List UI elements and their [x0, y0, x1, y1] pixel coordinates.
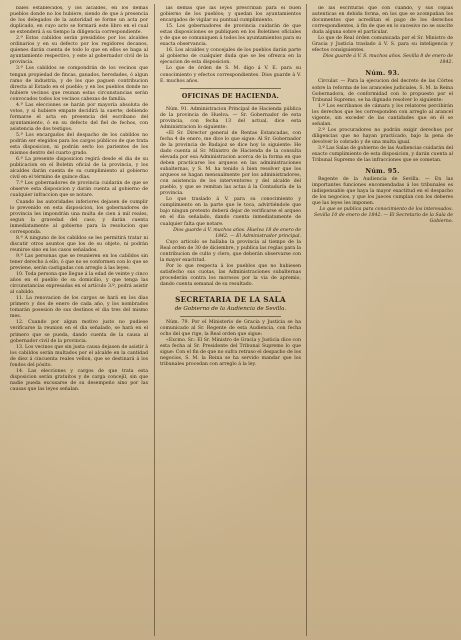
paragraph: 2.º Los procuradores no podrán exigir derechos por diligencias que no hayan practicado, bajo la pena de devolver lo cobrado y de una multa igual. — [312, 127, 453, 145]
paragraph: las demás que las leyes prescriban para el buen gobierno de los pueblos; y quedan los ayuntamientos encargados de vigilar su puntual cumplimiento. — [160, 6, 301, 24]
paragraph: bales establecidos, y los alcaldes, en los demás pueblos donde no los hubiere, siendo de que á presencia de los delegados de la autoridad se forme un acta por duplicado, en cuyo acto se formará este libro en el cual se extenderá á su tiempo la diligencia correspondiente. — [10, 6, 148, 36]
paragraph: 6.ª La presente disposicion regirá desde el dia de su publicacion en el Boletin oficial de la provincia, y los alcaldes darán cuenta de su cumplimiento al gobierno civil en el término de quince dias. — [10, 157, 148, 181]
paragraph: Lo que de órden de S. M. digo á V. E. para su conocimiento y efectos correspondientes. Dios guarde á V. E. muchos años. — [160, 66, 301, 84]
paragraph: Cuyo articulo se hallaba la provincia al tiempo de la Real orden de 30 de diciembre, y publica las reglas para la contribucion de culto y clero, que deberán observarse con la mayor exactitud. — [160, 239, 301, 263]
section-divider — [180, 316, 281, 317]
section-heading: Núm. 95. — [365, 168, 400, 176]
signature-line: Lo que se publica para conocimiento de los interesados. Sevilla 10 de enero de 1842. — El Secretario de la Sala de Gobierno. — [314, 207, 453, 225]
paragraph: 1.º Los escribanos de cámara y los relatores percibirán los derechos que les corresponden con arreglo al arancel vigente, sin exceder de las cantidades que en él se señalan. — [312, 103, 453, 127]
paragraph: 4.ª Las elecciones se harán por mayoría absoluta de votos, y si hubiere empate decidirá la suerte; debiendo formarse el acta en presencia del escribano del ayuntamiento, ó en su defecto del fiel de fechos, con asistencia de dos testigos. — [10, 102, 148, 132]
column-rule — [306, 4, 307, 636]
paragraph: «El Sr. Director general de Rentas Estancadas, con fecha 4 de enero, me dice lo que sigue: Al Sr. Gobernador de la provincia de Badajoz se dice hoy lo siguiente: He dado cuenta al Sr. Ministro de Hacienda de la consulta elevada por esa Administracion acerca de la forma en que deben practicarse los arqueos en las administraciones subalternas, y S. M. ha tenido á bien resolver que los arqueos se hagan mensualmente por los administradores, con asistencia de los interventores y del alcalde del pueblo, y que se remitan las actas á la Contaduría de la provincia. — [160, 130, 301, 197]
paragraph: 9.ª Las personas que se reunieren en los cabildos sin tener derecho á ello, ó que no se conformen con lo que se previene, serán castigadas con arreglo á las leyes. — [10, 253, 148, 272]
paragraph: 12. Cuando por algun motivo justo no pudiese verificarse la reunion en el dia señalado, se hará en el primero que se pueda, dando cuenta de la causa al gobernador civil de la provincia. — [10, 320, 148, 344]
signature-line: Dios guarde á V. muchos años. Huelva 18 de enero de 1842. — El Administrador principal. — [173, 227, 301, 239]
paragraph: 13. Los vecinos que sin justa causa dejasen de asistir á los cabildos serán multados por el alcalde en la cantidad de diez á cincuenta reales vellon, que se destinará á los fondos del pósito. — [10, 344, 148, 368]
section-divider — [180, 291, 281, 292]
paragraph: «Excmo. Sr.: El Sr. Ministro de Gracia y Justicia dice con esta fecha al Sr. Presidente del Tribunal Supremo lo que sigue: Con el fin de que no sufra retraso el despacho de los negocios, S. M. la Reina se ha servido mandar que los tribunales procedan con arreglo á la ley. — [160, 337, 301, 367]
paragraph: 7.ª Los gobernadores de provincia cuidarán de que se observe esta disposicion y darán cuenta al gobierno de cualquier infraccion que se notare. — [10, 181, 148, 199]
paragraph: Lo que de Real órden comunicada por el Sr. Ministro de Gracia y Justicia traslado á V. S. para su inteligencia y efectos consiguientes. — [312, 36, 453, 54]
paragraph: Núm. 91. Administracion Principal de Hacienda pública de la provincia de Huelva. — Sr. Gobernador de esta provincia, con fecha 13 del actual, dice esta Administracion lo siguiente: — [160, 106, 301, 130]
paragraph: 14. Las elecciones y cargos de que trata esta disposicion serán gratuitos y de carga concejil, sin que nadie pueda excusarse de su desempeño sino por las causas que las leyes señalan. — [10, 368, 148, 392]
paragraph: 11. La renovacion de los cargos se hará en los dias primero y dos de enero de cada año, y los nombrados tomarán posesion de sus destinos el dia tres del mismo mes. — [10, 296, 148, 320]
paragraph: 15. Los gobernadores de provincia cuidarán de que estas disposiciones se publiquen en los Boletines oficiales y de que se comuniquen á todos los ayuntamientos para su exacta observancia. — [160, 24, 301, 48]
section-divider — [180, 88, 281, 89]
paragraph: Núm. 79. Por el Ministerio de Gracia y Justicia se ha comunicado al Sr. Regente de esta Audiencia, con fecha ocho del que rige, la Real orden que sigue: — [160, 319, 301, 337]
paragraph: Circular. — Para la ejecucion del decreto de las Córtes sobre la reforma de los aranceles judiciales, S. M. la Reina Gobernadora, de conformidad con lo propuesto por el Tribunal Supremo, se ha dignado resolver lo siguiente: — [312, 79, 453, 103]
section-heading: SECRETARIA DE LA SALA — [175, 295, 286, 305]
column-3 — [312, 6, 453, 634]
paragraph: 16. Los alcaldes y concejales de los pueblos darán parte al gobierno de cualquier duda que se les ofrezca en la ejecucion de esta disposicion. — [160, 48, 301, 66]
paragraph: Por lo que respecta á los pueblos que no hubiesen satisfecho sus cuotas, las Administraciones subalternas procederán contra los morosos por la via de apremio, dando cuenta semanal de su resultado. — [160, 263, 301, 287]
column-rule — [154, 4, 155, 636]
column-2 — [160, 6, 301, 634]
section-subheading: de Gobierno de la Audiencia de Sevilla. — [174, 306, 287, 313]
paragraph: 8.ª A ninguno de los cabildos se les permitirá tratar ni discutir otros asuntos que los de su objeto, ni podrán reunirse sino en los casos señalados. — [10, 235, 148, 253]
signature-line: Dios guarde á V. S. muchos años. Sevilla 8 de enero de 1842. — [322, 54, 453, 66]
column-1 — [10, 6, 148, 634]
section-divider — [180, 103, 281, 104]
paragraph: Cuando las autoridades inferiores dejasen de cumplir lo prevenido en esta disposicion, los gobernadores de provincia les impondrán una multa de cien á mil reales, segun la gravedad del caso, y darán cuenta inmediatamente al gobierno para la resolucion que corresponda. — [10, 199, 148, 235]
section-heading: OFICINAS DE HACIENDA. — [181, 92, 280, 100]
paragraph: de las escrituras que con cuando, y sus copias autenticas en debida forma, en los que se acompañan los documentos que acreditan el pago de los derechos correspondientes, á fin de que en lo sucesivo no se suscite duda alguna sobre el particular. — [312, 6, 453, 36]
paragraph: 2.ª Estos cabildos serán presididos por los alcaldes ordinarios y en su defecto por los regidores decanos, quienes darán cuenta de todo lo que en ellos se haga al ayuntamiento respectivo, y este al gobernador civil de la provincia. — [10, 36, 148, 66]
paragraph: Lo que traslado á V. para su conocimiento y cumplimiento en la parte que le toca, advirtiéndole que bajo ningun pretexto deberá dejar de verificarse el arqueo en el dia señalado, dando cuenta inmediatamente de cualquier falta que notare. — [160, 197, 301, 227]
paragraph: 10. Toda persona que llegue á la edad de veinte y cinco años en el pueblo de su domicilio, y que tenga las circunstancias expresadas en el artículo 3.º, podrá asistir al cabildo. — [10, 272, 148, 296]
paragraph: 3.º Las Salas de gobierno de las Audiencias cuidarán del exacto cumplimiento de esta disposicion, y darán cuenta al Tribunal Supremo de las infracciones que se cometan. — [312, 145, 453, 164]
paragraph: 5.ª Los encargados del despacho de los cabildos no podrán ser elegidos para los cargos públicos de que trata esta disposicion, ni podrán serlo los parientes de los mismos dentro del cuarto grado. — [10, 132, 148, 157]
section-heading: Núm. 93. — [365, 70, 400, 78]
paragraph: 3.ª Los cabildos se compondrán de los vecinos que tengan propiedad de fincas, ganados, heredades, ó algun ramo de industria, y de los que paguen contribucion directa al Estado en el pueblo; y en los pueblos donde no hubiere vecinos que reunan estas circunstancias serán convocados todos los vecinos cabezas de familia. — [10, 66, 148, 102]
paragraph: Regente de la Audiencia de Sevilla. — En las importantes funciones encomendadas á los tribunales es indispensable que haya la mayor exactitud en el despacho de los negocios, y que los jueces cumplan con los deberes que las leyes les imponen. — [312, 177, 453, 207]
